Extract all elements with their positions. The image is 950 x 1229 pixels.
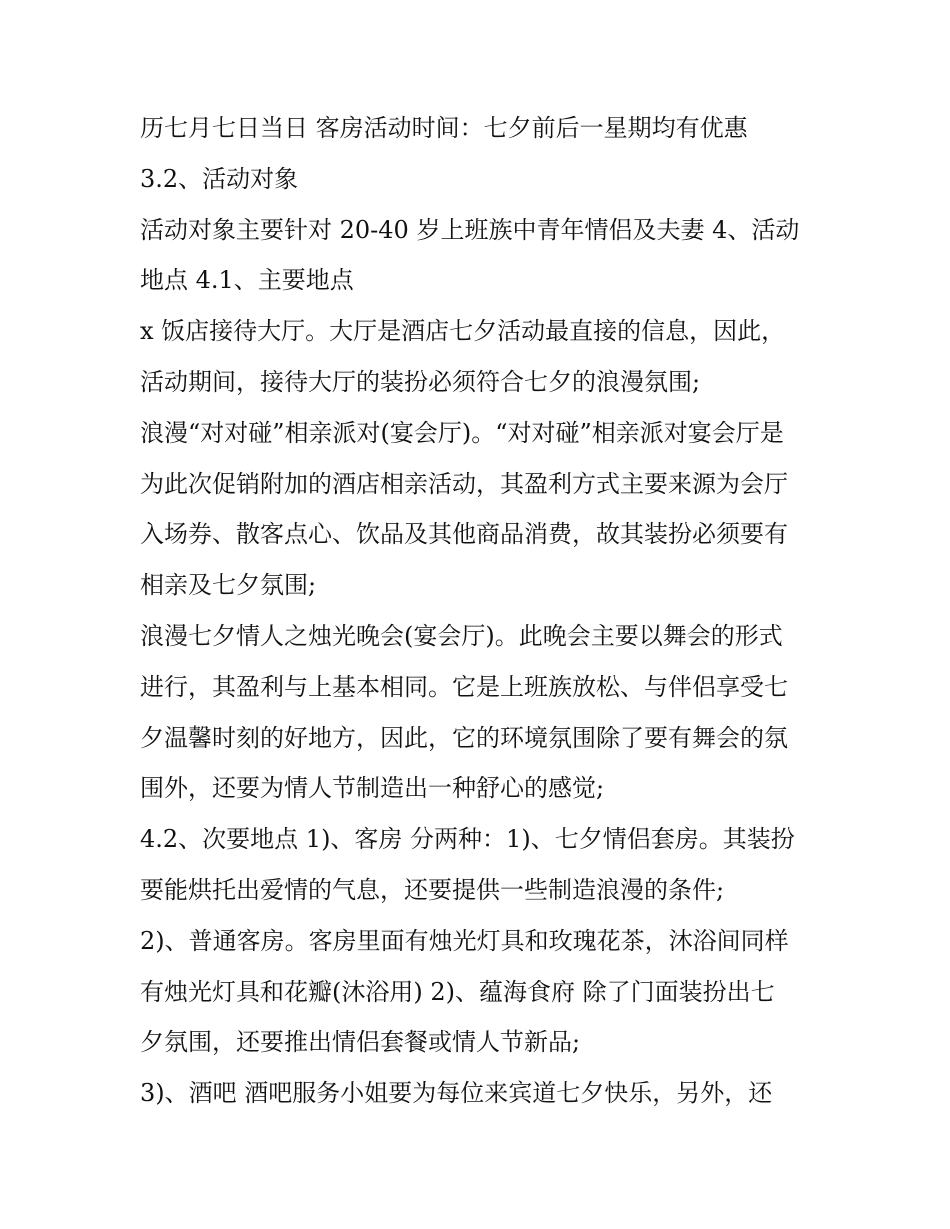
text-line: 活动期间，接待大厅的装扮必须符合七夕的浪漫氛围; [140,367,701,396]
text-line: x 饭店接待大厅。大厅是酒店七夕活动最直接的信息，因此， [140,317,786,346]
text-line: 3)、酒吧 酒吧服务小姐要为每位来宾道七夕快乐，另外，还 [140,1079,773,1108]
text-line: 浪漫“对对碰”相亲派对(宴会厅)。“对对碰”相亲派对宴会厅是 [140,418,784,447]
text-line: 围外，还要为情人节制造出一种舒心的感觉; [140,774,605,803]
text-line: 为此次促销附加的酒店相亲活动，其盈利方式主要来源为会厅 [140,469,788,498]
text-line: 历七月七日当日 客房活动时间：七夕前后一星期均有优惠 [140,114,748,142]
text-line: 夕氛围，还要推出情侣套餐或情人节新品; [140,1028,581,1057]
text-line: 2)、普通客房。客房里面有烛光灯具和玫瑰花茶，沐浴间同样 [140,926,789,955]
text-line: 4.2、次要地点 1)、客房 分两种：1)、七夕情侣套房。其装扮 [140,825,795,854]
text-line: 入场券、散客点心、饮品及其他商品消费，故其装扮必须要有 [140,520,788,549]
text-line: 活动对象主要针对 20-40 岁上班族中青年情侣及夫妻 4、活动 [140,215,800,244]
text-line: 浪漫七夕情人之烛光晚会(宴会厅)。此晚会主要以舞会的形式 [140,621,783,650]
text-line: 进行，其盈利与上基本相同。它是上班族放松、与伴侣享受七 [140,672,788,701]
text-line: 要能烘托出爱情的气息，还要提供一些制造浪漫的条件; [140,875,725,904]
text-line: 相亲及七夕氛围; [140,571,317,600]
text-line: 夕温馨时刻的好地方，因此，它的环境氛围除了要有舞会的氛 [140,723,788,752]
document-body [140,103,840,1119]
text-line: 地点 4.1、主要地点 [140,266,354,295]
text-line: 有烛光灯具和花瓣(沐浴用) 2)、蕴海食府 除了门面装扮出七 [140,977,775,1006]
section-heading: 3.2、活动对象 [140,164,299,193]
